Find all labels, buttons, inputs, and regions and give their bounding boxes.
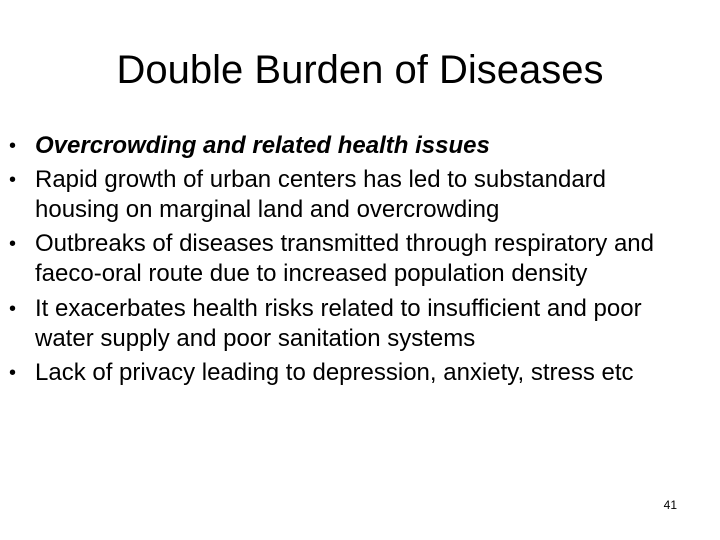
- bullet-icon: •: [9, 361, 17, 384]
- bullet-item: [0, 131, 720, 161]
- bullet-text: Outbreaks of diseases transmitted through respiratory and faeco-oral route due to increased population density: [35, 230, 654, 288]
- bullet-icon: •: [9, 233, 17, 256]
- bullet-text: Overcrowding and related health issues: [35, 132, 490, 159]
- bullet-item: [0, 294, 720, 354]
- bullet-text: Lack of privacy leading to depression, anxiety, stress etc: [35, 358, 634, 386]
- bullet-item: [0, 165, 720, 225]
- bullet-text: Rapid growth of urban centers has led to substandard housing on marginal land and overcrowding: [35, 166, 607, 224]
- page-number: 41: [663, 498, 677, 512]
- bullet-text: It exacerbates health risks related to insufficient and poor water supply and poor sanitation systems: [35, 294, 642, 352]
- bullet-icon: •: [9, 297, 17, 320]
- bullet-icon: •: [9, 169, 17, 192]
- bullet-item: [0, 358, 720, 388]
- bullet-item: [0, 229, 720, 289]
- slide-title: Double Burden of Diseases: [116, 48, 604, 92]
- bullet-list: [0, 131, 720, 392]
- bullet-icon: •: [9, 135, 17, 157]
